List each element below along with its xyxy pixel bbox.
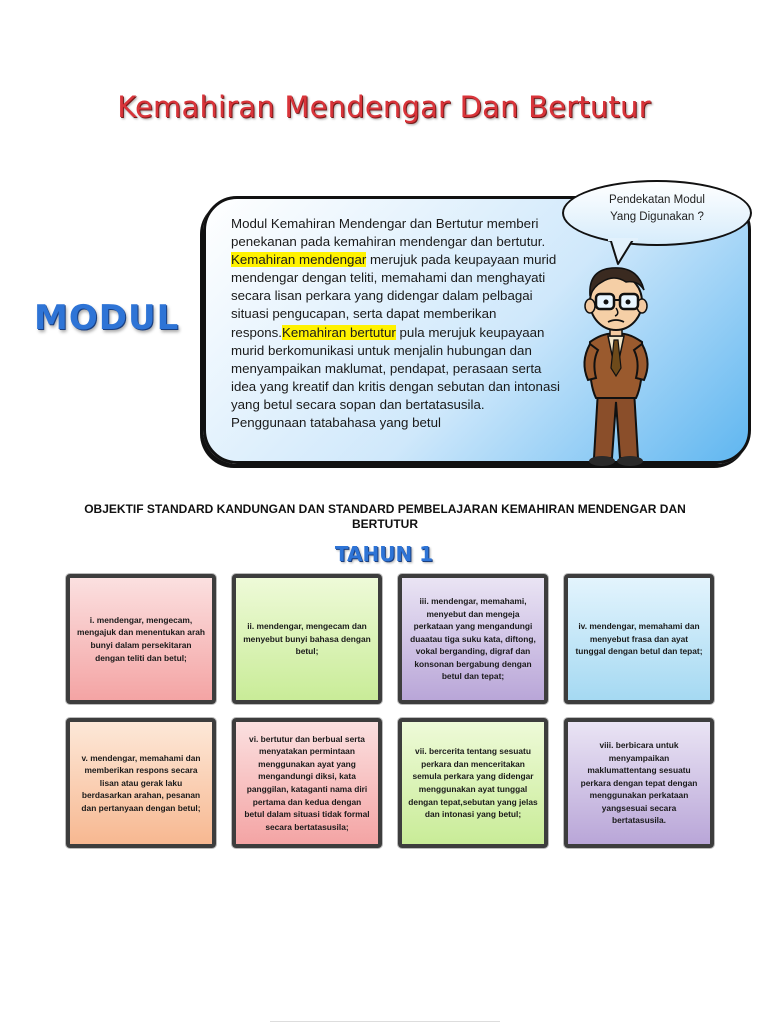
objective-card-4: iv. mendengar, memahami dan menyebut frasa dan ayat tunggal dengan betul dan tepat; (564, 574, 714, 704)
objective-card-1: i. mendengar, mengecam, mengajuk dan menentukan arah bunyi dalam persekitaran dengan teliti dan betul; (66, 574, 216, 704)
description-part-1: Modul Kemahiran Mendengar dan Bertutur memberi penekanan pada kemahiran mendengar dan bertutur. (231, 216, 546, 250)
year-heading: TAHUN 1 (334, 542, 434, 566)
highlight-listening: Kemahiran mendengar (231, 252, 367, 268)
speech-bubble-tail (608, 238, 638, 266)
objective-card-6: vi. bertutur dan berbual serta menyatakan permintaan menggunakan ayat yang mengandungi diksi, kata panggilan, kataganti nama diri pertama dan kedua dengan betul dalam situasi tidak formal secara bertatasusila; (232, 718, 382, 848)
objective-card-8: viii. berbicara untuk menyampaikan maklumattentang sesuatu perkara dengan tepat dengan menggunakan perkataan yangsesuai secara bertatasusila. (564, 718, 714, 848)
highlight-speaking: Kemahiran bertutur (282, 324, 396, 340)
cartoon-teacher-icon (568, 262, 664, 468)
description-part-2: merujuk pada keupayaan murid mendengar dengan teliti, memahami dan menghayati secara lisan perkara yang didengar dalam pelbagai situasi pengucapan, serta dapat memberikan respons. (231, 252, 557, 340)
section-heading: OBJEKTIF STANDARD KANDUNGAN DAN STANDARD PEMBELAJARAN KEMAHIRAN MENDENGAR DAN BERTUTUR (84, 502, 686, 531)
modul-label: MODUL (34, 298, 180, 338)
speech-bubble (562, 180, 752, 246)
description-part-3: pula merujuk keupayaan murid berkomunikasi untuk menjalin hubungan dan menyampaikan maklumat, pendapat, perasaan serta idea yang kreatif dan kritis dengan sebutan dan intonasi yang betul secara sopan dan bertatasusila. Penggunaan tatabahasa yang betul (231, 324, 560, 431)
objective-card-5: v. mendengar, memahami dan memberikan respons secara lisan atau gerak laku berdasarkan arahan, pesanan dan pertanyaan dengan betul; (66, 718, 216, 848)
bubble-line-2: Yang Digunakan ? (610, 211, 704, 223)
objective-card-3: iii. mendengar, memahami, menyebut dan mengeja perkataan yang mengandungi duaatau tiga suku kata, diftong, vokal berganding, digraf dan konsonan bergabung dengan betul dan tepat; (398, 574, 548, 704)
bubble-line-1: Pendekatan Modul (609, 194, 705, 206)
footer-divider (270, 1021, 500, 1022)
page-title: Kemahiran Mendengar Dan Bertutur (117, 90, 651, 124)
objective-card-2: ii. mendengar, mengecam dan menyebut bunyi bahasa dengan betul; (232, 574, 382, 704)
description-text (231, 215, 561, 447)
objective-card-7: vii. bercerita tentang sesuatu perkara dan menceritakan semula perkara yang didengar menggunakan ayat tunggal dengan tepat,sebutan yang jelas dan intonasi yang betul; (398, 718, 548, 848)
